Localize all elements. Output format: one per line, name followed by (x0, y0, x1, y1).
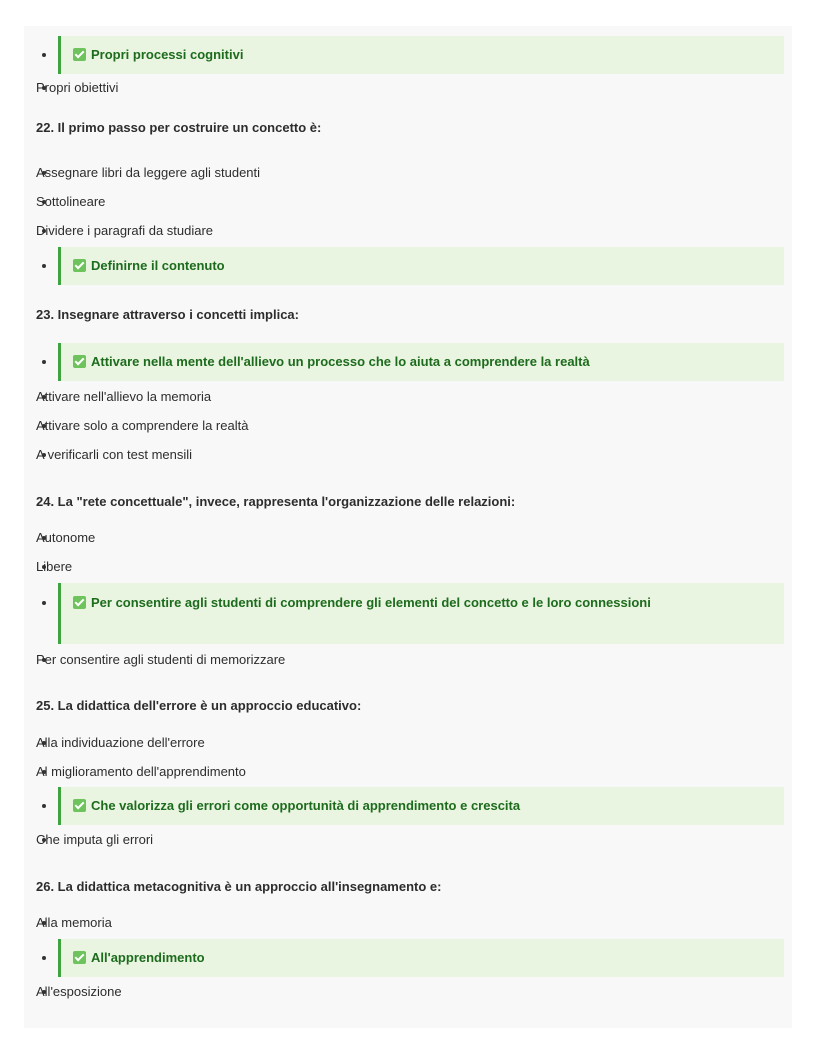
bullet (42, 264, 46, 268)
question-22: 22. Il primo passo per costruire un concetto è: (36, 120, 322, 135)
option-text: Definirne il contenuto (91, 258, 225, 273)
option-text: Propri obiettivi (36, 80, 119, 95)
option-text: Attivare nell'allievo la memoria (36, 389, 212, 404)
check-square-icon (73, 355, 86, 368)
option-text: Libere (36, 559, 73, 574)
answer-option (36, 418, 784, 434)
bullet (42, 360, 46, 364)
option-text: Al miglioramento dell'apprendimento (36, 764, 246, 779)
correct-answer-box (58, 939, 784, 977)
question-23: 23. Insegnare attraverso i concetti implica: (36, 307, 299, 322)
bullet (42, 53, 46, 57)
bullet (42, 956, 46, 960)
answer-option-correct (36, 583, 784, 644)
answer-option (36, 984, 784, 1000)
question-24: 24. La "rete concettuale", invece, rappresenta l'organizzazione delle relazioni: (36, 494, 516, 509)
answer-option-correct (36, 939, 784, 977)
answer-option-correct (36, 787, 784, 825)
question-25: 25. La didattica dell'errore è un approccio educativo: (36, 698, 362, 713)
option-text: Per consentire agli studenti di memorizzare (36, 652, 286, 667)
option-text: Assegnare libri da leggere agli studenti (36, 165, 261, 180)
answer-option-correct (36, 247, 784, 285)
answer-option (36, 80, 784, 96)
correct-answer-box (58, 36, 784, 74)
option-text: Propri processi cognitivi (91, 47, 244, 62)
check-square-icon (73, 951, 86, 964)
answer-option (36, 735, 784, 751)
check-square-icon (73, 799, 86, 812)
quiz-content (24, 26, 792, 1028)
option-text: A verificarli con test mensili (36, 447, 193, 462)
option-text: Attivare solo a comprendere la realtà (36, 418, 249, 433)
answer-option (36, 764, 784, 780)
option-text: Alla individuazione dell'errore (36, 735, 205, 750)
option-text: Alla memoria (36, 915, 112, 930)
correct-answer-box (58, 247, 784, 285)
answer-option (36, 530, 784, 546)
bullet (42, 601, 46, 605)
answer-option (36, 194, 784, 210)
bullet (42, 804, 46, 808)
option-text: Che valorizza gli errori come opportunità di apprendimento e crescita (91, 798, 521, 813)
option-text: Dividere i paragrafi da studiare (36, 223, 214, 238)
option-text: All'apprendimento (91, 950, 205, 965)
answer-option (36, 915, 784, 931)
option-text: Sottolineare (36, 194, 106, 209)
check-square-icon (73, 48, 86, 61)
correct-answer-box (58, 343, 784, 381)
answer-option (36, 559, 784, 575)
answer-option (36, 389, 784, 405)
option-text: All'esposizione (36, 984, 122, 999)
option-text: Che imputa gli errori (36, 832, 154, 847)
check-square-icon (73, 596, 86, 609)
correct-answer-box (58, 787, 784, 825)
answer-option (36, 447, 784, 463)
answer-option (36, 652, 784, 668)
answer-option (36, 223, 784, 239)
option-text: Autonome (36, 530, 96, 545)
answer-option (36, 832, 784, 848)
option-text: Per consentire agli studenti di comprendere gli elementi del concetto e le loro connessioni (91, 595, 651, 610)
check-square-icon (73, 259, 86, 272)
answer-option (36, 165, 784, 181)
option-text: Attivare nella mente dell'allievo un processo che lo aiuta a comprendere la realtà (91, 354, 590, 369)
answer-option-correct (36, 343, 784, 381)
correct-answer-box (58, 583, 784, 644)
answer-option-correct (36, 36, 784, 74)
question-26: 26. La didattica metacognitiva è un approccio all'insegnamento e: (36, 879, 442, 894)
